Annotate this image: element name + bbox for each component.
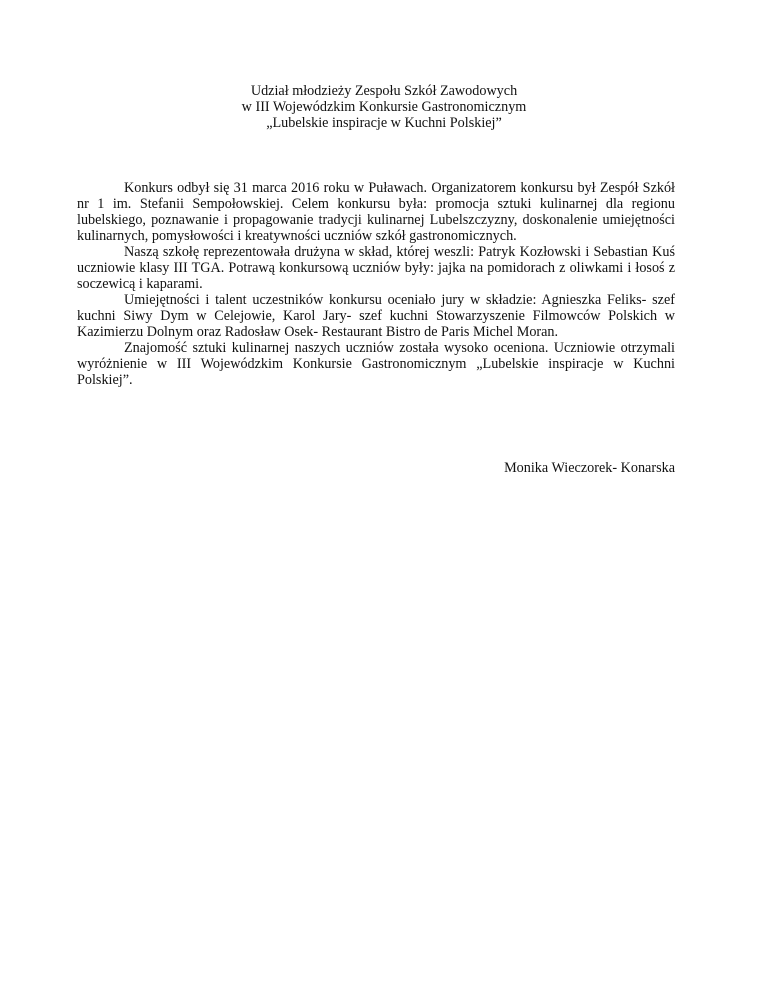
document-body bbox=[77, 180, 675, 388]
title-line-1: Udział młodzieży Zespołu Szkół Zawodowych bbox=[250, 83, 518, 99]
paragraph-jury: Umiejętności i talent uczestników konkursu oceniało jury w składzie: Agnieszka Feliks- szef kuchni Siwy Dym w Celejowie, Karol Jary- szef kuchni Stowarzyszenie Filmowców Polskich w Kazimierzu Dolnym oraz Radosław Osek- Restaurant Bistro de Paris Michel Moran. bbox=[77, 292, 675, 340]
paragraph-contest-info: Konkurs odbył się 31 marca 2016 roku w Puławach. Organizatorem konkursu był Zespół Szkół nr 1 im. Stefanii Sempołowskiej. Celem konkursu była: promocja sztuki kulinarnej dla regionu lubelskiego, poznawanie i propagowanie tradycji kulinarnej Lubelszczyzny, doskonalenie umiejętności kulinarnych, pomysłowości i kreatywności uczniów szkół gastronomicznych. bbox=[77, 180, 675, 244]
author-signature: Monika Wieczorek- Konarska bbox=[504, 460, 675, 476]
title-line-2: w III Wojewódzkim Konkursie Gastronomicznym bbox=[241, 99, 527, 115]
paragraph-team: Naszą szkołę reprezentowała drużyna w skład, której weszli: Patryk Kozłowski i Sebastian Kuś uczniowie klasy III TGA. Potrawą konkursową uczniów były: jajka na pomidorach z oliwkami i łosoś z soczewicą i kaparami. bbox=[77, 244, 675, 292]
title-line-3: „Lubelskie inspiracje w Kuchni Polskiej” bbox=[266, 115, 502, 131]
paragraph-result: Znajomość sztuki kulinarnej naszych uczniów została wysoko oceniona. Uczniowie otrzymali wyróżnienie w III Wojewódzkim Konkursie Gastronomicznym „Lubelskie inspiracje w Kuchni Polskiej”. bbox=[77, 340, 675, 388]
document-title bbox=[0, 83, 768, 131]
